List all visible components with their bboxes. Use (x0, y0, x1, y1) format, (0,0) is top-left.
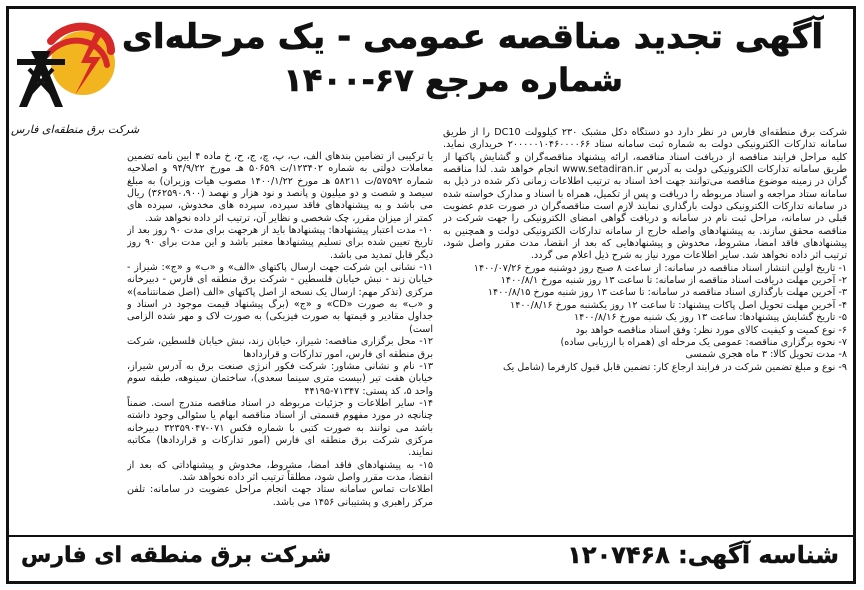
company-logo (11, 11, 140, 149)
reference-number: شماره مرجع ۶۷-۱۴۰۰ (283, 61, 623, 99)
lightning-tower-icon (11, 11, 123, 123)
body-left-column (127, 151, 433, 553)
list-item: ۳- آخرین مهلت بارگذاری اسناد مناقصه در سامانه: تا ساعت ۱۳ روز شنبه مورخ ۱۴۰۰/۸/۱۵ (487, 287, 847, 299)
list-item: ۵- تاریخ گشایش پیشنهادها: ساعت ۱۳ روز یک شنبه مورخ ۱۴۰۰/۸/۱۶ (573, 312, 847, 324)
list-item: ۱۱- نشانی این شرکت جهت ارسال پاکتهای «الف» و «ب» و «ج»: شیراز - خیابان زند - نبش خیابان فلسطین - شرکت برق منطقه ای فارس - دبیرخانه مرکزی (تذکر مهم: ارسال یک نسخه از اصل پاکتهای «الف (اصل ضمانتنامه)» و «ب» به صورت «CD» و «ج» (برگ پیشنهاد قیمت موجود در اسناد و جداول مقادیر و قیمتها به صورت فیزیکی) به صورت لاک و مهر شده الزامی است) (127, 262, 433, 335)
footer (9, 535, 853, 581)
intro-paragraph: شرکت برق منطقه‌ای فارس در نظر دارد دو دستگاه دکل مشبک ۲۳۰ کیلوولت DC10 را از طریق سامانه تدارکات الکترونیکی دولت به شماره ثبت سامانه ستاد ۲۰۰۰۰۰۱۰۴۶۰۰۰۰۶۶ خریداری نماید. کلیه مراحل فرایند مناقصه از دریافت اسناد مناقصه، ارائه پیشنهاد مناقصه‌گران و گشایش پاکتها از طریق سامانه تدارکات الکترونیکی دولت به آدرس www.setadiran.ir انجام خواهد شد. لذا مناقصه گران در زمینه موضوع مناقصه می‌توانند جهت اخذ اسناد به ترتیب اطلاعات زمانی ذکر شده در ذیل به سامانه ستاد مراجعه و اسناد مربوطه را دریافت و پس از تکمیل، همراه با اسناد و مدارک خواسته شده در سامانه تدارکات الکترونیکی دولت بارگذاری نمایند لازم است مناقصه‌گران در صورت عدم عضویت قبلی در سامانه، مراحل ثبت نام در سامانه و دریافت گواهی امضای الکترونیکی را جهت شرکت در مناقصه محقق سازند. به پیشنهادهای واصله خارج از سامانه تدارکات الکترونیکی دولت و همچنین به پیشنهادهای فاقد امضا، مشروط، مخدوش و پیشنهادهایی که بعد از انقضا، مدت مقرر واصل شود، ترتیب اثر داده نخواهد شد. سایر اطلاعات مورد نیاز به شرح ذیل اعلام می گردد. (443, 127, 847, 262)
header (9, 9, 853, 136)
list-item: ۷- نحوه برگزاری مناقصه: عمومی یک مرحله ای (همراه با ارزیابی ساده) (560, 336, 847, 348)
list-item: ۲- آخرین مهلت دریافت اسناد مناقصه از سامانه: تا ساعت ۱۳ روز شنبه مورخ ۱۴۰۰/۸/۱ (500, 275, 847, 287)
footer-company: شرکت برق منطقه ای فارس (21, 543, 332, 568)
ad-id: شناسه آگهی: ۱۲۰۷۴۶۸ (567, 541, 839, 569)
logo-caption: شرکت برق منطقه‌ای فارس (11, 123, 140, 136)
body-right-column (443, 127, 847, 519)
list-item: ۹- نوع و مبلغ تضمین شرکت در فرایند ارجاع کار: تضمین قابل قبول کارفرما (شامل یک (502, 361, 847, 373)
list-item: ۱- تاریخ اولین انتشار اسناد مناقصه در سامانه: از ساعت ۸ صبح روز دوشنبه مورخ ۱۴۰۰/۰۷/۲۶ (473, 262, 847, 274)
list-item: یا ترکیبی از تضامین بندهای الف، ب، پ، چ، ج، ح، خ ماده ۴ آیین نامه تضمین معاملات دولتی به شماره ۱۲۳۴۰۲/ت ۵۰۶۵۹ هـ مورخ ۹۴/۹/۲۲ و اصلاحیه شماره ۵۷۵۹۲/ت ۵۸۲۱۱ هـ مورخ ۱۴۰۰/۱/۲۲ مصوب هیات وزیران) به مبلغ سیصد و شصت و دو میلیون و پانصد و نود هزار و نهصد (۳۶۲۵۹۰،۹۰۰) ریال می باشد و به پیشنهادهای فاقد سپرده، سپرده های مخدوش، سپرده های کمتر از میزان مقرر، چک شخصی و نظایر آن، ترتیب اثر داده نخواهد شد. (127, 151, 433, 224)
page-title: آگهی تجدید مناقصه عمومی - یک مرحله‌ای (121, 17, 823, 57)
list-item: ۱۵- به پیشنهادهای فاقد امضا، مشروط، مخدوش و پیشنهاداتی که بعد از انقضا، مدت مقرر واصل شود، مطلقاً ترتیب اثر داده نخواهد شد. (127, 459, 433, 483)
list-item: ۴- آخرین مهلت تحویل اصل پاکات پیشنهاد: تا ساعت ۱۲ روز یکشنبه مورخ ۱۴۰۰/۸/۱۶ (510, 299, 847, 311)
list-item: ۱۴- سایر اطلاعات و جزئیات مربوطه در اسناد مناقصه مندرج است. ضمناً چنانچه در مورد مفهوم قسمتی از اسناد مناقصه ابهام یا سئوالی وجود داشته باشد می توانند به صورت کتبی با شماره فکس ۰۷۱-۳۲۳۵۹۰۴۷ دبیرخانه مرکزی شرکت برق منطقه ای فارس (امور تدارکات و قراردادها) مکاتبه نمایند. (127, 397, 433, 459)
advertisement-frame (6, 6, 856, 584)
contact-info: اطلاعات تماس سامانه ستاد جهت انجام مراحل عضویت در سامانه: تلفن مرکز راهبری و پشتیبانی ۱۴۵۶ می باشد. (127, 484, 433, 508)
list-item: ۱۰- مدت اعتبار پیشنهادها: پیشنهادها باید از هرجهت برای مدت ۹۰ روز بعد از تاریخ تعیین شده برای تسلیم پیشنهادها معتبر باشد و این مدت برای ۹۰ روز دیگر قابل تمدید می باشد. (127, 225, 433, 261)
list-item: ۶- نوع کمیت و کیفیت کالای مورد نظر: وفق اسناد مناقصه خواهد بود (575, 324, 847, 336)
list-item: ۱۳- نام و نشانی مشاور: شرکت فکور انرژی صنعت برق به آدرس شیراز، خیابان هفت تیر (بیست متری سینما سعدی)، ساختمان سینوهه، طبقه سوم واحد ۵، کد پستی: ۷۱۳۴۷-۴۴۱۹۵ (127, 360, 433, 397)
list-item: ۱۲- محل برگزاری مناقصه: شیراز، خیابان زند، نبش خیابان فلسطین، شرکت برق منطقه ای فارس، امور تدارکات و قراردادها (127, 336, 433, 360)
list-item: ۸- مدت تحویل کالا: ۳ ماه هجری شمسی (685, 349, 847, 361)
